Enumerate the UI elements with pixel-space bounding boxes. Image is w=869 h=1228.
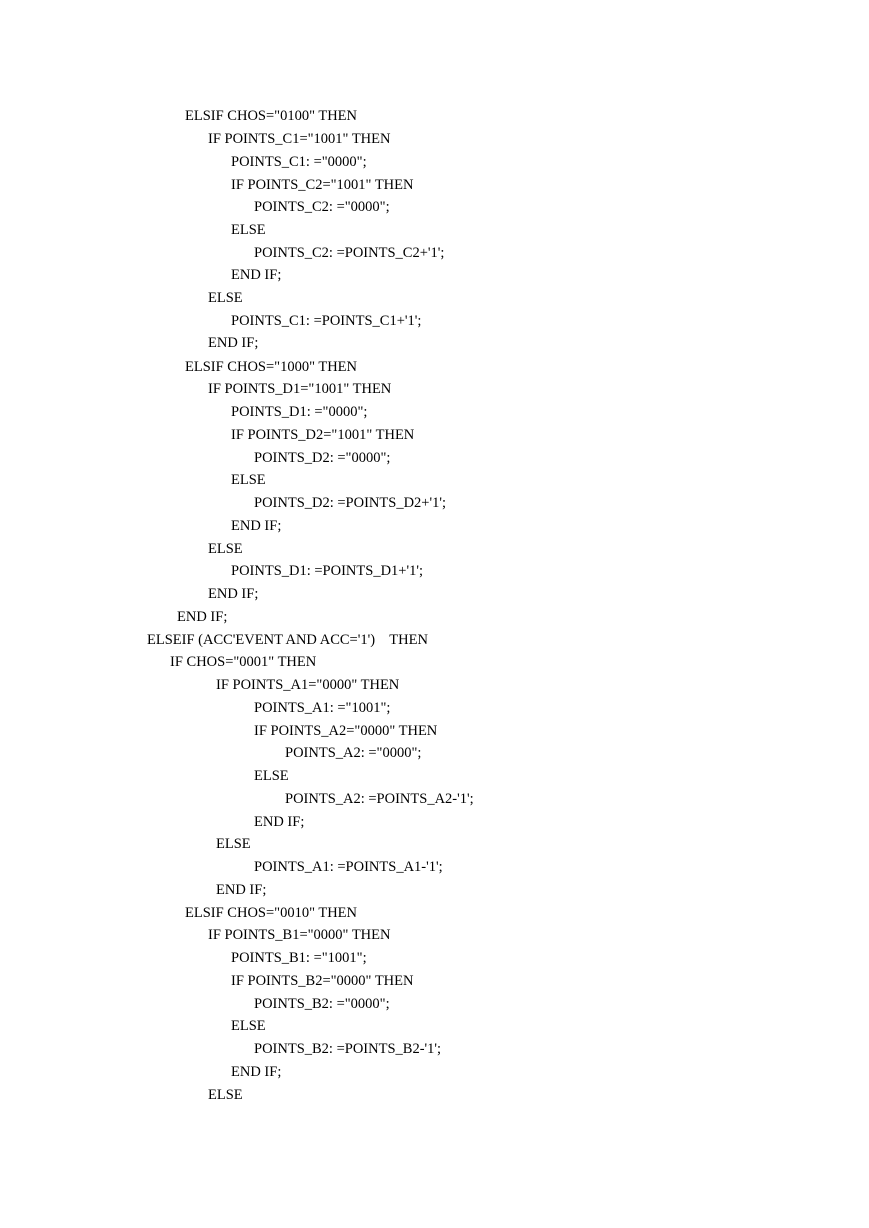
code-line: POINTS_C1: =POINTS_C1+'1'; xyxy=(231,313,422,329)
code-line: IF CHOS="0001" THEN xyxy=(170,654,317,670)
code-line: ELSE xyxy=(231,222,266,238)
code-line: ELSE xyxy=(208,290,243,306)
code-line: END IF; xyxy=(231,1064,282,1080)
code-line: IF POINTS_A1="0000" THEN xyxy=(216,677,400,693)
code-line: IF POINTS_B1="0000" THEN xyxy=(208,927,391,943)
code-line: END IF; xyxy=(216,882,267,898)
code-line: IF POINTS_D2="1001" THEN xyxy=(231,427,415,443)
code-line: END IF; xyxy=(208,586,259,602)
code-line: POINTS_D1: ="0000"; xyxy=(231,404,368,420)
code-line: POINTS_A1: =POINTS_A1-'1'; xyxy=(254,859,443,875)
code-line: END IF; xyxy=(231,267,282,283)
code-line: END IF; xyxy=(177,609,228,625)
code-line: POINTS_A2: =POINTS_A2-'1'; xyxy=(285,791,474,807)
code-line: END IF; xyxy=(231,518,282,534)
code-line: POINTS_C1: ="0000"; xyxy=(231,154,367,170)
code-line: END IF; xyxy=(208,335,259,351)
code-line: IF POINTS_D1="1001" THEN xyxy=(208,381,392,397)
code-line: END IF; xyxy=(254,814,305,830)
code-line: POINTS_D2: =POINTS_D2+'1'; xyxy=(254,495,446,511)
code-line: ELSE xyxy=(231,1018,266,1034)
code-line: ELSIF CHOS="1000" THEN xyxy=(185,359,358,375)
code-line: POINTS_B1: ="1001"; xyxy=(231,950,367,966)
code-line: POINTS_C2: =POINTS_C2+'1'; xyxy=(254,245,445,261)
code-line: POINTS_A2: ="0000"; xyxy=(285,745,422,761)
code-line: IF POINTS_C2="1001" THEN xyxy=(231,177,414,193)
code-line: ELSEIF (ACC'EVENT AND ACC='1') THEN xyxy=(147,632,428,648)
code-line: POINTS_A1: ="1001"; xyxy=(254,700,391,716)
code-line: IF POINTS_A2="0000" THEN xyxy=(254,723,438,739)
code-line: POINTS_D1: =POINTS_D1+'1'; xyxy=(231,563,423,579)
code-line: ELSE xyxy=(231,472,266,488)
code-line: ELSE xyxy=(216,836,251,852)
code-line: IF POINTS_C1="1001" THEN xyxy=(208,131,391,147)
code-line: ELSE xyxy=(208,1087,243,1103)
code-line: POINTS_B2: =POINTS_B2-'1'; xyxy=(254,1041,442,1057)
code-line: IF POINTS_B2="0000" THEN xyxy=(231,973,414,989)
code-line: POINTS_D2: ="0000"; xyxy=(254,450,391,466)
code-line: ELSIF CHOS="0010" THEN xyxy=(185,905,358,921)
code-line: ELSE xyxy=(254,768,289,784)
code-line: ELSE xyxy=(208,541,243,557)
code-line: ELSIF CHOS="0100" THEN xyxy=(185,108,358,124)
code-line: POINTS_C2: ="0000"; xyxy=(254,199,390,215)
code-line: POINTS_B2: ="0000"; xyxy=(254,996,390,1012)
